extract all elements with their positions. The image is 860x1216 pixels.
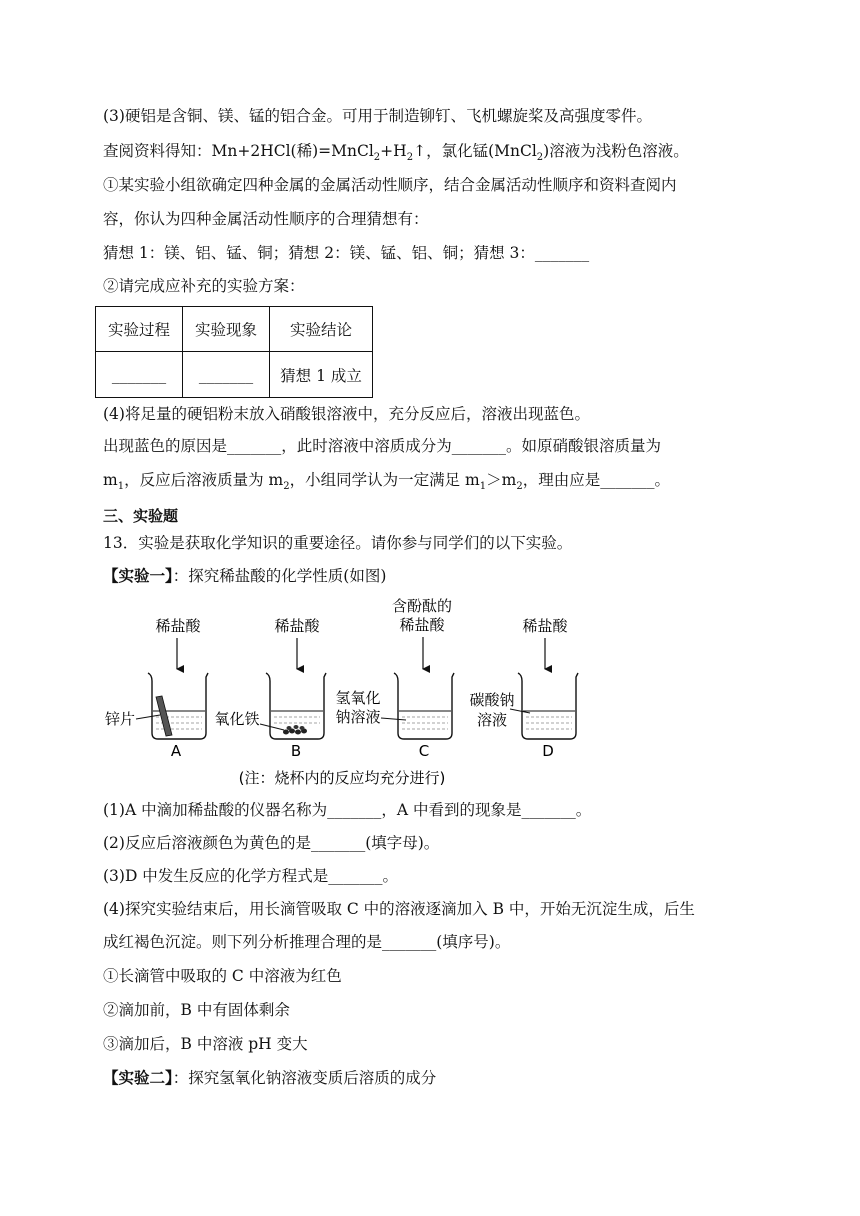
- exp2-heading: [103, 1068, 436, 1088]
- q3-line2-sub2: 2: [406, 152, 414, 164]
- exp2-text: ：探究氢氧化钠溶液变质后溶质的成分: [172, 1069, 437, 1087]
- option-2: ②滴加前，B 中有固体剩余: [103, 1001, 290, 1019]
- exp1-text: ：探究稀盐酸的化学性质(如图): [172, 567, 387, 585]
- q3-line2: [103, 141, 689, 168]
- experiment-plan-table: [95, 306, 373, 398]
- q4-line3-b: ，反应后溶液质量为 m: [124, 471, 284, 489]
- label-c: C: [418, 742, 430, 760]
- q4-line3-sub4: 2: [516, 481, 523, 493]
- label-na2co3-line2: 溶液: [476, 711, 508, 729]
- label-acid-a: 稀盐酸: [155, 617, 201, 635]
- label-a: A: [170, 742, 182, 760]
- table-cell-phenomenon: _______: [183, 352, 270, 398]
- q13-intro: 13．实验是获取化学知识的重要途径。请你参与同学们的以下实验。: [103, 534, 573, 552]
- label-b: B: [290, 742, 302, 760]
- q3-line2-arrow: ↑: [413, 142, 427, 160]
- q4-line3-c: ，小组同学认为一定满足 m: [289, 471, 480, 489]
- beaker-d: [518, 638, 578, 739]
- zinc-strip: [156, 696, 172, 736]
- q13-sub4-line2: 成红褐色沉淀。则下列分析推理合理的是_______(填序号)。: [103, 933, 511, 951]
- exp2-label: 【实验二】: [103, 1068, 173, 1087]
- exp1-heading: [103, 566, 386, 586]
- option-3: ③滴加后，B 中溶液 pH 变大: [103, 1035, 308, 1053]
- figure-note: (注：烧杯内的反应均充分进行): [238, 769, 446, 787]
- q4-line3-sub2: 2: [283, 481, 290, 493]
- q3-line4: 容，你认为四种金属活动性顺序的合理猜想有：: [103, 210, 429, 228]
- q4-line2: 出现蓝色的原因是_______，此时溶液中溶质成分为_______。如原硝酸银溶质量为: [103, 437, 662, 455]
- q13-sub1: (1)A 中滴加稀盐酸的仪器名称为_______，A 中看到的现象是_______。: [103, 801, 592, 819]
- label-acid-c-line1: 含酚酞的: [391, 597, 453, 615]
- beaker-figure: [100, 593, 580, 793]
- label-acid-b: 稀盐酸: [274, 617, 320, 635]
- q3-line2-sub1: 2: [373, 152, 381, 164]
- table-cell-conclusion: 猜想 1 成立: [270, 352, 373, 398]
- table-cell-process: _______: [96, 352, 183, 398]
- label-zinc: 锌片: [104, 710, 136, 728]
- q13-sub3: (3)D 中发生反应的化学方程式是_______。: [103, 867, 399, 885]
- table-header-conclusion: 实验结论: [270, 307, 373, 352]
- q4-line3-sub3: 1: [479, 481, 487, 493]
- q3-line2-prefix: 查阅资料得知：Mn+2HCl(稀)=MnCl: [103, 142, 374, 160]
- label-na2co3-line1: 碳酸钠: [469, 691, 515, 709]
- q3-line2-sub3: 2: [536, 152, 544, 164]
- q4-line3-sub1: 1: [117, 481, 125, 493]
- q3-line3: ①某实验小组欲确定四种金属的金属活动性顺序，结合金属活动性顺序和资料查阅内: [103, 176, 677, 194]
- q13-sub2: (2)反应后溶液颜色为黄色的是_______(填字母)。: [103, 834, 440, 852]
- q4-line3-a: m: [103, 471, 118, 489]
- beaker-a: [148, 638, 208, 739]
- q4-line3-e: ，理由应是_______。: [522, 471, 670, 489]
- option-1: ①长滴管中吸取的 C 中溶液为红色: [103, 967, 342, 985]
- q3-line2-mid: +H: [380, 142, 407, 160]
- q13-sub4-line1: (4)探究实验结束后，用长滴管吸取 C 中的溶液逐滴加入 B 中，开始无沉淀生成，后生: [103, 900, 695, 918]
- beaker-c: [394, 637, 454, 739]
- label-acid-d: 稀盐酸: [522, 617, 568, 635]
- label-naoh-line2: 钠溶液: [335, 708, 381, 726]
- q3-line2-mid2: ，氯化锰(MnCl: [426, 142, 537, 160]
- q4-line1: (4)将足量的硬铝粉末放入硝酸银溶液中，充分反应后，溶液出现蓝色。: [103, 405, 590, 423]
- exp1-label: 【实验一】: [103, 566, 173, 585]
- section-title: 三、实验题: [103, 507, 179, 525]
- label-iron-oxide: 氧化铁: [214, 710, 260, 728]
- table-header-phenomenon: 实验现象: [183, 307, 270, 352]
- label-d: D: [542, 742, 554, 760]
- q4-line3-d: ＞m: [486, 471, 517, 489]
- q4-line3: [103, 470, 670, 497]
- beaker-b: [266, 638, 326, 739]
- label-naoh-line1: 氢氧化: [335, 689, 381, 707]
- q3-line2-suffix: )溶液为浅粉色溶液。: [543, 142, 689, 160]
- q3-line1: (3)硬铝是含铜、镁、锰的铝合金。可用于制造铆钉、飞机螺旋桨及高强度零件。: [103, 107, 652, 125]
- q3-line5: 猜想 1：镁、铝、锰、铜；猜想 2：镁、锰、铝、铜；猜想 3：_______: [103, 244, 590, 262]
- table-header-process: 实验过程: [96, 307, 183, 352]
- q3-line6: ②请完成应补充的实验方案：: [103, 277, 305, 295]
- label-acid-c-line2: 稀盐酸: [399, 616, 445, 634]
